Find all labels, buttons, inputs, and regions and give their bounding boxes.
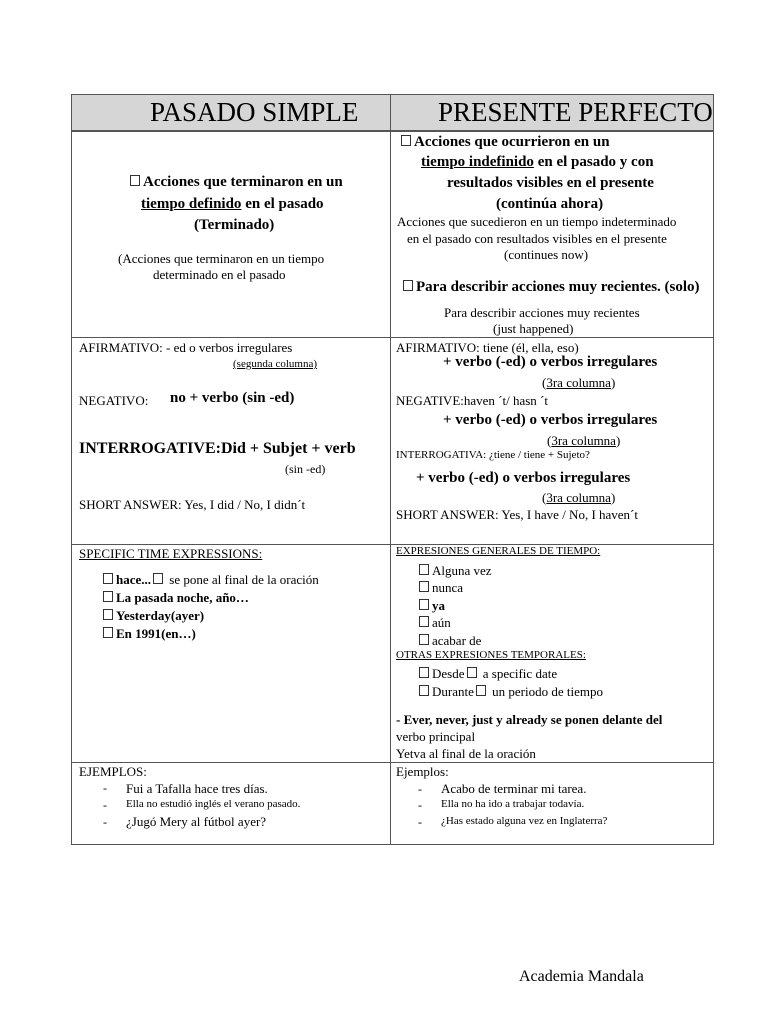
checkbox-icon xyxy=(419,634,429,645)
checkbox-icon xyxy=(130,175,140,186)
checkbox-icon xyxy=(103,627,113,638)
time-right-item-4: aún xyxy=(419,615,451,631)
uses-right-line3: resultados visibles en el presente xyxy=(447,175,654,191)
uses-row xyxy=(71,131,714,338)
checkbox-icon xyxy=(419,599,429,610)
forms-right-interrog-rule: + verbo (-ed) o verbos irregulares xyxy=(416,470,631,486)
forms-right-affirm-note: (3ra columna) xyxy=(542,375,616,390)
uses-left-line1: Acciones que terminaron en un xyxy=(130,174,343,191)
uses-left xyxy=(72,132,390,337)
forms-left-affirm: AFIRMATIVO: - ed o verbos irregulares xyxy=(79,340,293,355)
list-bullet: - xyxy=(103,815,107,829)
examples-row xyxy=(71,762,714,845)
checkbox-icon xyxy=(103,609,113,620)
header-pasado-simple: PASADO SIMPLE xyxy=(150,97,359,127)
forms-right-neg-note: (3ra columna) xyxy=(547,433,621,448)
uses-right-note1: Acciones que sucedieron en un tiempo indeterminado xyxy=(397,214,677,229)
examples-right-item-1: Acabo de terminar mi tarea. xyxy=(441,781,587,796)
uses-right-recent: Para describir acciones muy recientes. (solo) xyxy=(403,279,700,296)
checkbox-icon xyxy=(419,685,429,696)
checkbox-icon xyxy=(103,591,113,602)
uses-right-recent-note1: Para describir acciones muy recientes xyxy=(444,305,640,320)
time-left-item-4: En 1991(en…) xyxy=(103,626,196,642)
examples-right xyxy=(391,763,715,844)
forms-row xyxy=(71,337,714,545)
time-right-other-1: Desde a specific date xyxy=(419,666,557,682)
examples-right-heading: Ejemplos: xyxy=(396,764,449,779)
checkbox-icon xyxy=(153,573,163,584)
examples-left-item-3: ¿Jugó Mery al fútbol ayer? xyxy=(126,814,267,829)
uses-left-note2: determinado en el pasado xyxy=(153,267,286,282)
uses-right-note2: en el pasado con resultados visibles en el presente xyxy=(407,231,667,246)
forms-left xyxy=(72,338,390,544)
time-left-item-3: Yesterday(ayer) xyxy=(103,608,204,624)
uses-right-line4: (continúa ahora) xyxy=(496,196,604,212)
checkbox-icon xyxy=(476,685,486,696)
forms-left-affirm-note: (segunda columna) xyxy=(233,358,317,370)
time-right-note-1: - Ever, never, just y already se ponen delante del xyxy=(396,712,663,727)
checkbox-icon xyxy=(419,581,429,592)
examples-left-heading: EJEMPLOS: xyxy=(79,764,147,779)
uses-left-line2: tiempo definido en el pasado xyxy=(141,196,324,212)
header-presente-perfecto: PRESENTE PERFECTO xyxy=(438,97,713,127)
checkbox-icon xyxy=(419,616,429,627)
time-right-other-2: Durante un periodo de tiempo xyxy=(419,684,603,700)
time-right-note-3: Yetva al final de la oración xyxy=(396,746,536,761)
forms-left-interrog: INTERROGATIVE:Did + Subjet + verb xyxy=(79,440,356,457)
time-left xyxy=(72,545,390,762)
time-right-item-3: ya xyxy=(419,598,445,614)
uses-left-line3: (Terminado) xyxy=(194,217,275,233)
time-left-item-2: La pasada noche, año… xyxy=(103,590,249,606)
time-left-item-1: hace... se pone al final de la oración xyxy=(103,572,319,588)
time-left-heading: SPECIFIC TIME EXPRESSIONS: xyxy=(79,546,263,561)
forms-right-interrog: INTERROGATIVA: ¿tiene / tiene + Sujeto? xyxy=(396,449,590,461)
time-right-other-heading: OTRAS EXPRESIONES TEMPORALES: xyxy=(396,649,586,661)
forms-right-interrog-note: (3ra columna) xyxy=(542,490,616,505)
checkbox-icon xyxy=(401,135,411,146)
time-right-item-5: acabar de xyxy=(419,633,481,649)
forms-left-neg-label: NEGATIVO: xyxy=(79,393,149,408)
forms-right-short: SHORT ANSWER: Yes, I have / No, I haven´t xyxy=(396,507,638,522)
examples-right-item-2: Ella no ha ido a trabajar todavía. xyxy=(441,798,585,810)
forms-right-affirm-rule: + verbo (-ed) o verbos irregulares xyxy=(443,354,658,370)
uses-right xyxy=(391,132,715,337)
examples-left xyxy=(72,763,390,844)
time-right xyxy=(391,545,715,762)
time-right-item-2: nunca xyxy=(419,580,463,596)
checkbox-icon xyxy=(419,667,429,678)
forms-right-neg: NEGATIVE:haven ´t/ hasn ´t xyxy=(396,393,548,408)
forms-right-neg-rule: + verbo (-ed) o verbos irregulares xyxy=(443,412,658,428)
list-bullet: - xyxy=(103,798,107,812)
time-row xyxy=(71,544,714,763)
table-header xyxy=(71,94,714,131)
time-right-heading: EXPRESIONES GENERALES DE TIEMPO: xyxy=(396,545,601,557)
uses-left-note1: (Acciones que terminaron en un tiempo xyxy=(118,251,325,266)
uses-right-note3: (continues now) xyxy=(504,247,589,262)
checkbox-icon xyxy=(419,564,429,575)
uses-right-line1: Acciones que ocurrieron en un xyxy=(401,134,610,151)
list-bullet: - xyxy=(418,798,422,812)
footer-academia: Academia Mandala xyxy=(519,968,644,985)
time-right-item-1: Alguna vez xyxy=(419,563,492,579)
examples-left-item-1: Fui a Tafalla hace tres días. xyxy=(126,781,268,796)
forms-right-affirm: AFIRMATIVO: tiene (él, ella, eso) xyxy=(396,340,579,355)
checkbox-icon xyxy=(103,573,113,584)
examples-left-item-2: Ella no estudió inglés el verano pasado. xyxy=(126,798,301,810)
forms-left-neg-rule: no + verbo (sin -ed) xyxy=(170,390,295,406)
uses-right-line2: tiempo indefinido en el pasado y con xyxy=(421,154,654,170)
checkbox-icon xyxy=(403,280,413,291)
list-bullet: - xyxy=(103,781,107,795)
uses-right-recent-note2: (just happened) xyxy=(493,321,574,336)
list-bullet: - xyxy=(418,782,422,796)
checkbox-icon xyxy=(467,667,477,678)
forms-left-interrog-note: (sin -ed) xyxy=(285,462,326,476)
list-bullet: - xyxy=(418,815,422,829)
time-right-note-2: verbo principal xyxy=(396,729,476,744)
forms-left-short: SHORT ANSWER: Yes, I did / No, I didn´t xyxy=(79,497,306,512)
examples-right-item-3: ¿Has estado alguna vez en Inglaterra? xyxy=(441,815,608,827)
forms-right xyxy=(391,338,715,544)
